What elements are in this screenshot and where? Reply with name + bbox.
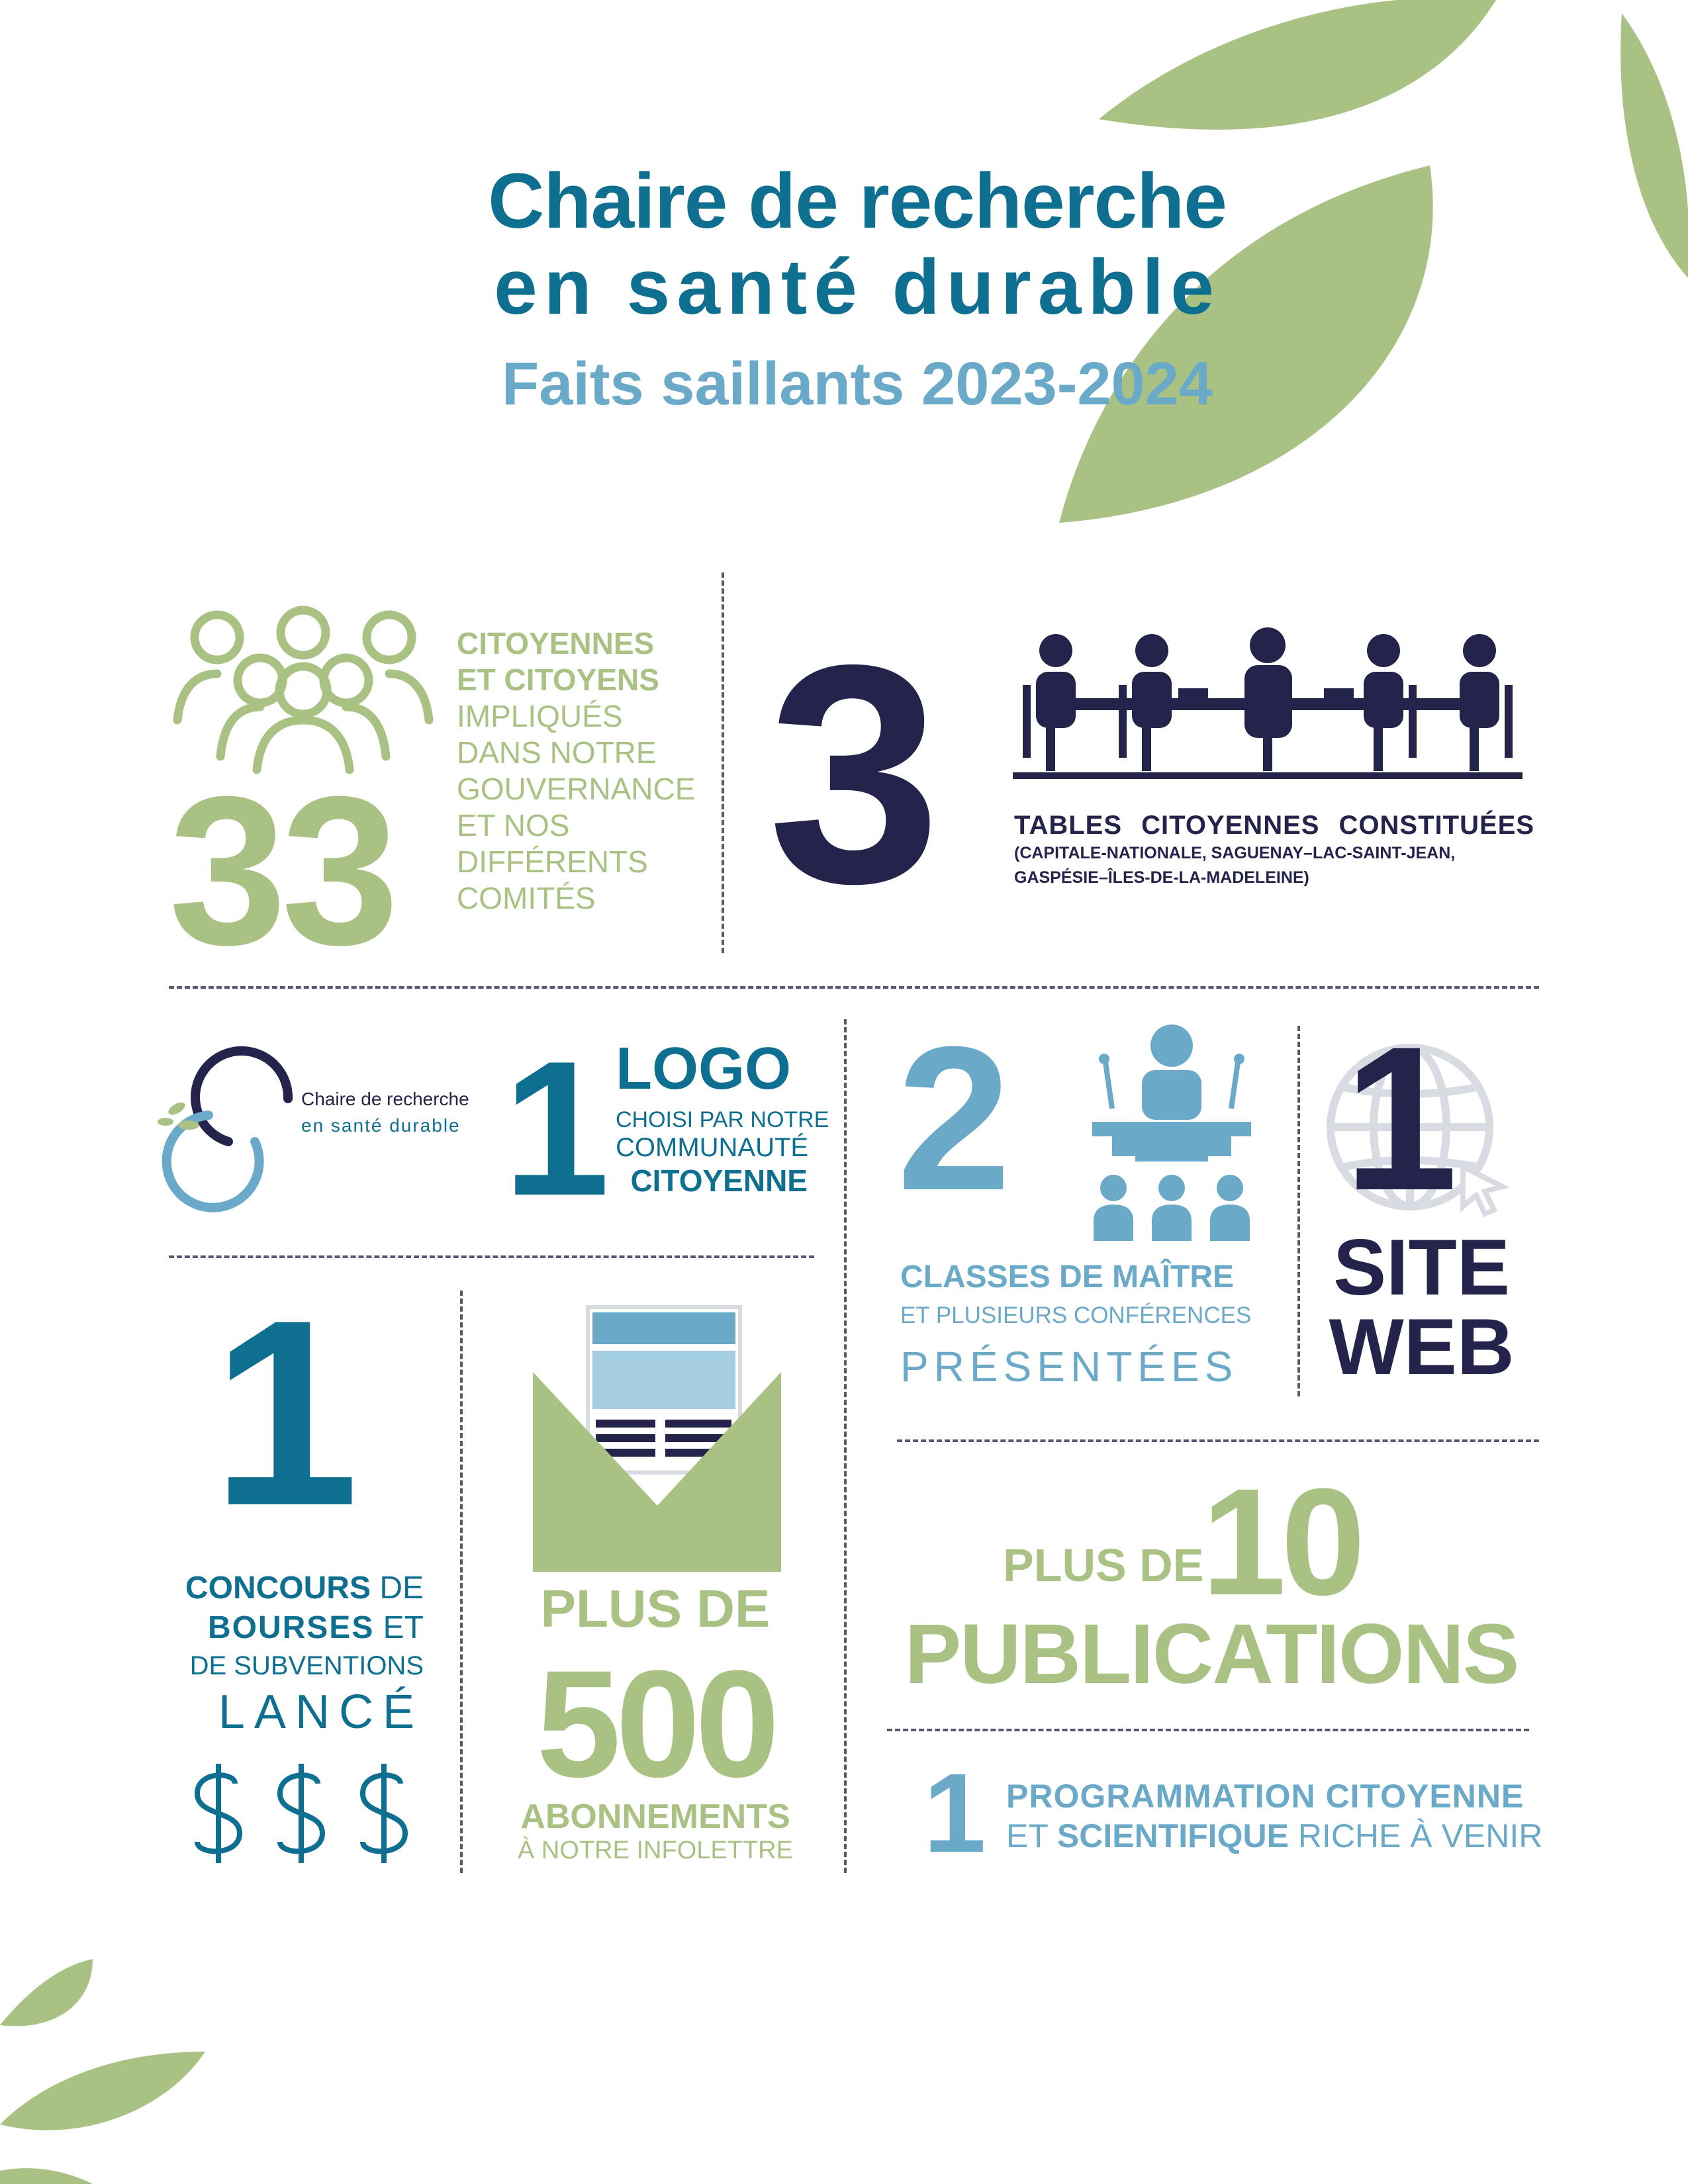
divider-vertical <box>1297 1026 1300 1396</box>
page-subtitle: Faits saillants 2023-2024 <box>502 350 1213 418</box>
masterclasses-line3: PRÉSENTÉES <box>900 1343 1239 1390</box>
contest-line-bold: CONCOURS <box>185 1570 371 1606</box>
contest-line-bold: BOURSES <box>207 1610 375 1645</box>
newsletter-line2: À NOTRE INFOLETTRE <box>518 1837 793 1864</box>
tables-number: 3 <box>768 600 936 948</box>
website-number: 1 <box>1344 1003 1453 1233</box>
podium-speaker-icon <box>1086 1023 1258 1241</box>
citizens-line: ET CITOYENS <box>457 662 659 697</box>
divider-horizontal <box>897 1439 1539 1442</box>
citizens-line: CITOYENNES <box>457 626 655 660</box>
programming-line2-rest: RICHE À VENIR <box>1288 1817 1543 1854</box>
tables-heading: TABLES CITOYENNES CONSTITUÉES <box>1014 811 1534 840</box>
citizens-line: GOUVERNANCE <box>457 772 696 806</box>
newsletter-line1: ABONNEMENTS <box>520 1797 790 1836</box>
page-title-line1: Chaire de recherche <box>488 158 1227 245</box>
masterclasses-line1: CLASSES DE MAÎTRE <box>900 1259 1235 1295</box>
citizens-line: ET NOS <box>457 808 570 842</box>
logo-line: CITOYENNE <box>630 1163 808 1198</box>
contest-number: 1 <box>212 1265 354 1561</box>
logo-number: 1 <box>503 1021 605 1236</box>
logo-line: CHOISI PAR NOTRE <box>616 1107 829 1132</box>
logo-line: COMMUNAUTÉ <box>616 1133 809 1162</box>
meeting-table-icon <box>1013 625 1523 784</box>
contest-description <box>169 1569 424 1741</box>
publications-number: 10 <box>1201 1457 1360 1627</box>
newsletter-prefix: PLUS DE <box>540 1579 771 1638</box>
programming-line2-bold: SCIENTIFIQUE <box>1056 1817 1289 1854</box>
divider-vertical <box>460 1291 463 1873</box>
citizens-number: 33 <box>169 752 394 989</box>
page-title-line2: en santé durable <box>494 244 1221 331</box>
tables-detail-line2: GASPÉSIE–ÎLES-DE-LA-MADELEINE) <box>1014 868 1309 887</box>
newsletter-envelope-icon <box>533 1307 784 1572</box>
programming-line2-pre: ET <box>1006 1817 1057 1854</box>
website-line2: WEB <box>1329 1302 1515 1391</box>
publications-prefix: PLUS DE <box>1003 1539 1204 1591</box>
citizens-line: IMPLIQUÉS <box>457 699 623 733</box>
website-line1: SITE <box>1333 1223 1510 1312</box>
contest-line: DE <box>370 1570 424 1606</box>
programming-line1: PROGRAMMATION CITOYENNE <box>1006 1778 1524 1815</box>
citizens-line: COMITÉS <box>457 881 596 915</box>
masterclasses-line2: ET PLUSIEURS CONFÉRENCES <box>900 1302 1252 1328</box>
contest-line: ET <box>374 1610 424 1645</box>
people-group-icon <box>171 608 436 773</box>
citizens-line: DANS NOTRE <box>457 735 657 770</box>
dollar-sign-icon <box>185 1764 430 1863</box>
citizens-line: DIFFÉRENTS <box>457 844 648 879</box>
contest-line: DE SUBVENTIONS <box>189 1651 424 1680</box>
divider-vertical <box>722 572 724 953</box>
divider-horizontal <box>887 1729 1529 1731</box>
programming-line2 <box>1006 1817 1542 1855</box>
divider-vertical <box>844 1019 847 1873</box>
leaf-decoration-bottom-icon <box>0 1959 225 2184</box>
citizens-description <box>457 625 695 917</box>
newsletter-number: 500 <box>536 1639 774 1809</box>
contest-line: LANCÉ <box>218 1686 424 1739</box>
chair-logo-text-line2: en santé durable <box>301 1115 461 1136</box>
chair-logo-text-line1: Chaire de recherche <box>301 1089 469 1109</box>
divider-horizontal <box>169 1255 814 1258</box>
tables-detail-line1: (CAPITALE-NATIONALE, SAGUENAY–LAC-SAINT-JEAN, <box>1014 844 1456 862</box>
publications-label: PUBLICATIONS <box>904 1607 1519 1702</box>
masterclasses-number: 2 <box>897 1003 1006 1233</box>
programming-number: 1 <box>923 1751 981 1876</box>
chair-logo-icon <box>149 1042 295 1195</box>
logo-heading: LOGO <box>616 1036 791 1102</box>
logo-description <box>616 1107 829 1199</box>
